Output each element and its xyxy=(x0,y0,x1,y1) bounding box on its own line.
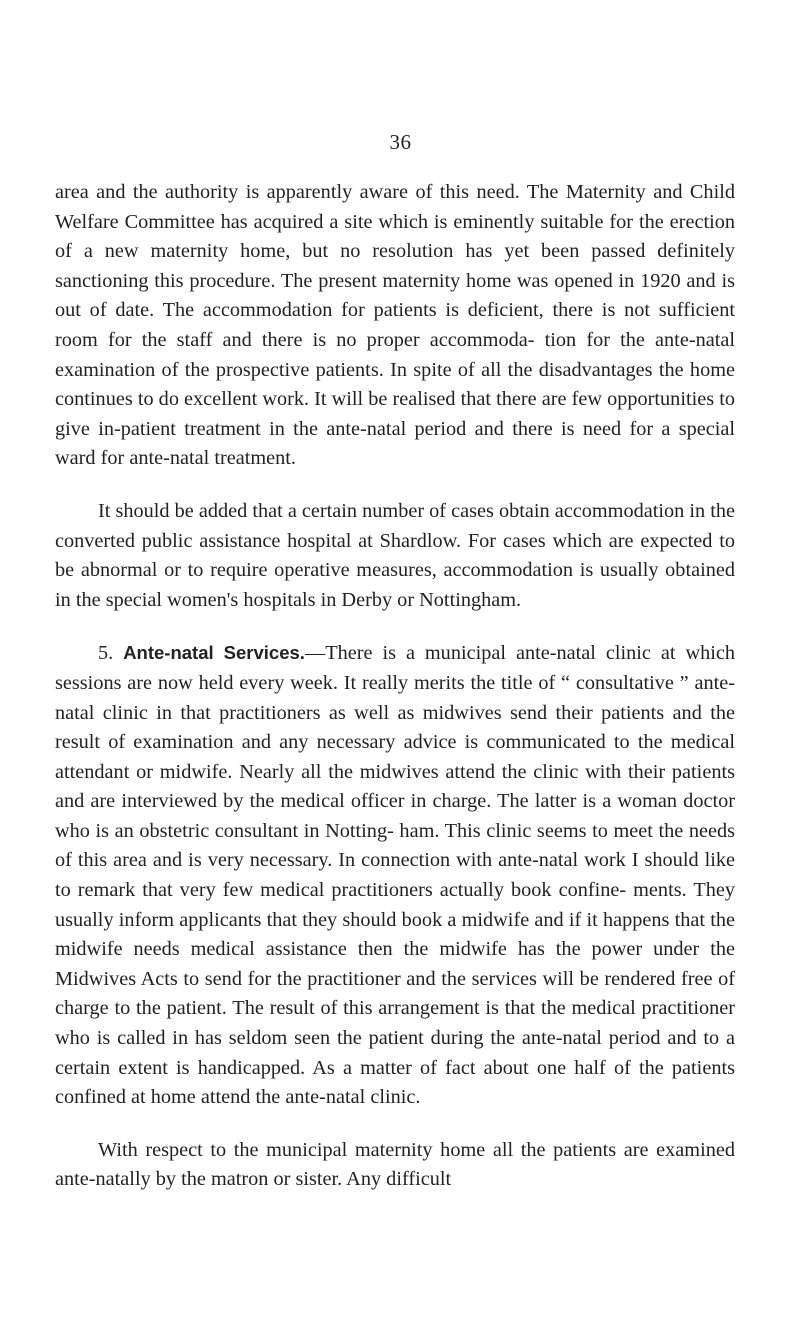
page-number: 36 xyxy=(389,130,412,154)
paragraph-maternity-home: area and the authority is apparently aware of this need. The Maternity and Child Welfare Committee has acquired a site which is eminently suitable for the erection of a new maternity home, but no resolution has yet been passed definitely sanctioning this procedure. The present maternity home was opened in 1920 and is out of date. The accommodation for patients is deficient, there is not sufficient room for the staff and there is no proper accommoda- tion for the ante-natal examination of the prospective patients. In spite of all the disadvantages the home continues to do excellent work. It will be realised that there are few opportunities to give in-patient treatment in the ante-natal period and there is need for a special ward for ante-natal treatment. xyxy=(55,181,735,470)
paragraph-ante-natal-services xyxy=(55,638,735,1113)
section-text: —There is a municipal ante-natal clinic at which sessions are now held every week. It really merits the title of “ consultative ” ante-natal clinic in that practitioners as well as midwives send their patients and the result of examination and any necessary advice is communicated to the medical attendant or midwife. Nearly all the midwives attend the clinic with their patients and are interviewed by the medical officer in charge. The latter is a woman doctor who is an obstetric consultant in Notting- ham. This clinic seems to meet the needs of this area and is very necessary. In connection with ante-natal work I should like to remark that very few medical practitioners actually book confine- ments. They usually inform applicants that they should book a midwife and if it happens that the midwife needs medical assistance then the midwife has the power under the Midwives Acts to send for the practitioner and the services will be rendered free of charge to the patient. The result of this arrangement is that the medical practitioner who is called in has seldom seen the patient during the ante-natal period and to a certain extent is handicapped. As a matter of fact about one half of the patients confined at home attend the ante-natal clinic. xyxy=(55,642,736,1109)
section-number: 5. xyxy=(98,642,114,665)
page-body xyxy=(55,178,735,1195)
paragraph-hospital-accommodation: It should be added that a certain number of cases obtain accommodation in the converted public assistance hospital at Shardlow. For cases which are expected to be abnormal or to require operative measures, accommodation is usually obtained in the special women's hospitals in Derby or Nottingham. xyxy=(55,499,735,611)
section-heading: Ante-natal Services. xyxy=(123,642,305,664)
paragraph-municipal-home-examination: With respect to the municipal maternity home all the patients are examined ante-natally by the matron or sister. Any difficult xyxy=(55,1138,735,1191)
